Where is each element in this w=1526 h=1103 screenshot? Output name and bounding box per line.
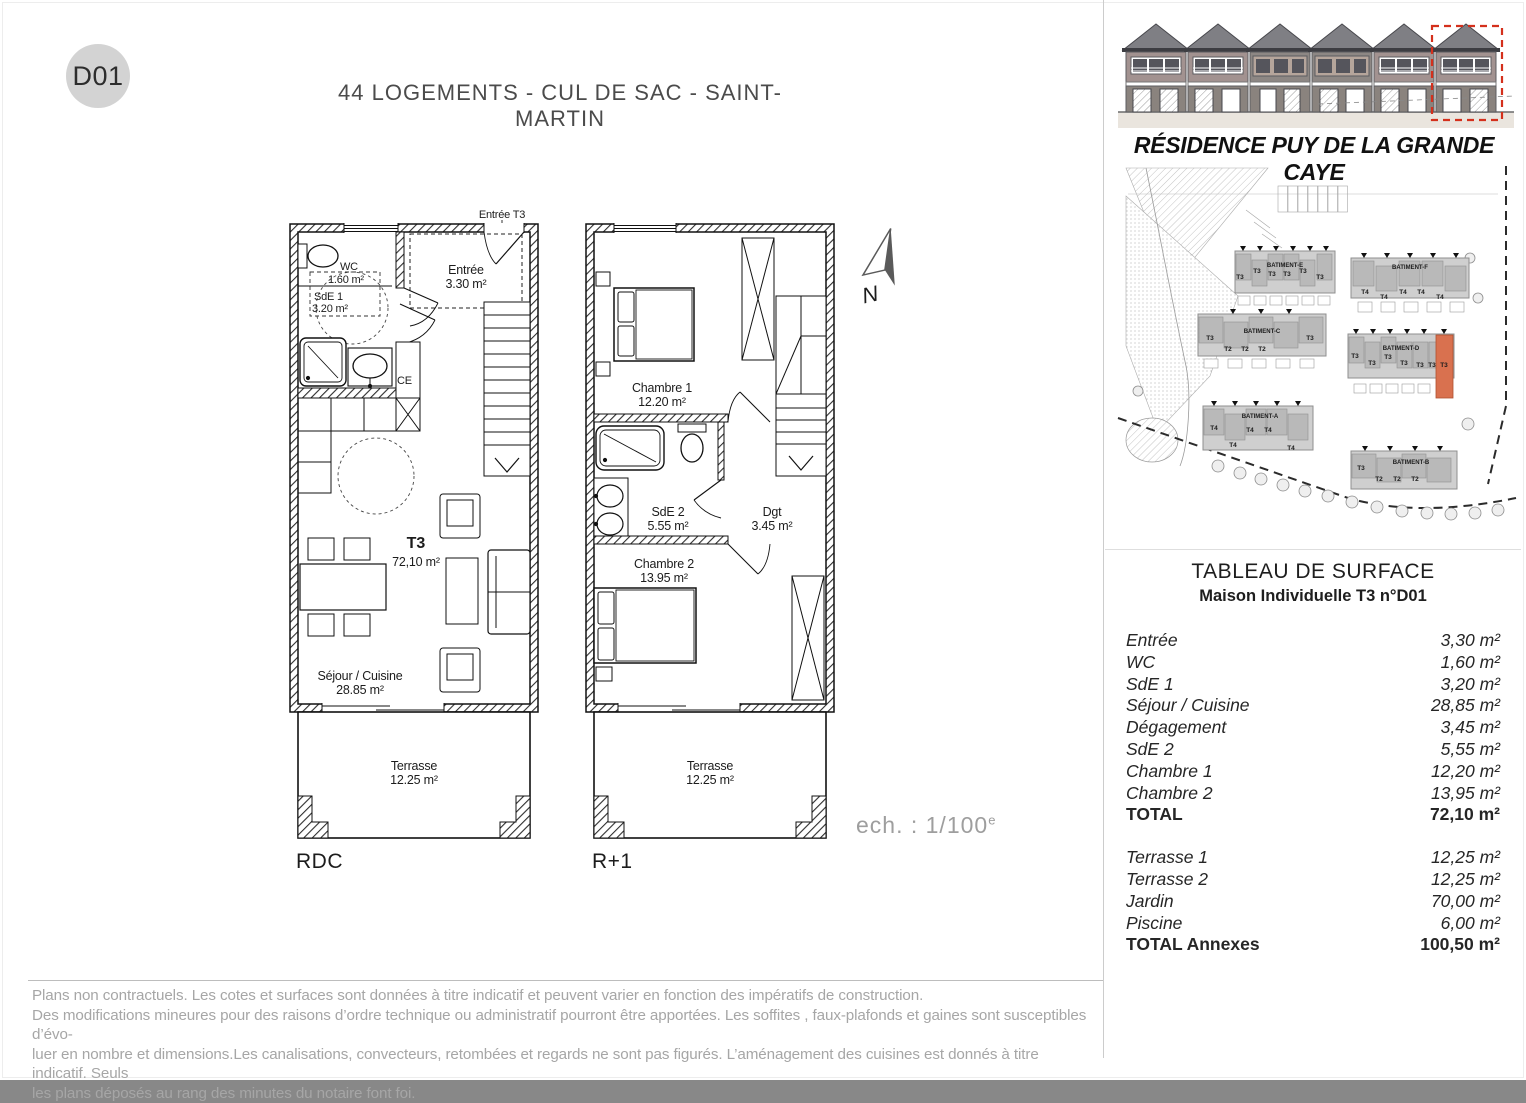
surface-rows <box>1126 630 1500 956</box>
svg-text:BATIMENT-C: BATIMENT-C <box>1244 329 1281 335</box>
rdc-terrasse-label: Terrasse <box>391 759 438 773</box>
site-batiment-b <box>1351 446 1457 489</box>
lot-badge <box>66 44 130 108</box>
rdc-terrace <box>298 712 530 838</box>
svg-text:T2: T2 <box>1241 346 1249 353</box>
site-highlighted-lot-label: T3 <box>1440 362 1448 369</box>
rdc-sde1-area: 3.20 m² <box>312 303 348 315</box>
floorplan-rdc <box>288 208 540 876</box>
residence-title: RÉSIDENCE PUY DE LA GRANDE CAYE <box>1108 132 1520 186</box>
rdc-sink-icon <box>348 348 392 388</box>
svg-text:T3: T3 <box>1206 335 1214 342</box>
r1-sde2-label: SdE 2 <box>651 505 684 519</box>
disclaimer-line: les plans déposés au rang des minutes du notaire font foi. <box>32 1084 1096 1103</box>
panel-divider <box>1103 0 1104 1058</box>
r1-partition1 <box>594 414 728 422</box>
svg-text:T2: T2 <box>1375 476 1383 483</box>
r1-chambre1-area: 12.20 m² <box>638 395 686 409</box>
r1-terrasse-area: 12.25 m² <box>686 773 734 787</box>
site-batiment-f <box>1351 253 1469 312</box>
rdc-sejour-area: 28.85 m² <box>336 683 384 697</box>
r1-wardrobe2-icon <box>792 576 824 700</box>
r1-top-window <box>614 223 676 233</box>
r1-chambre1-label: Chambre 1 <box>632 381 692 395</box>
table-row: Chambre 1 12,20 m² <box>1126 761 1500 783</box>
r1-floor-label: R+1 <box>592 850 633 873</box>
svg-text:T4: T4 <box>1287 445 1295 452</box>
svg-text:T4: T4 <box>1361 289 1369 296</box>
floorplan-r1 <box>584 208 836 876</box>
svg-text:BATIMENT-D: BATIMENT-D <box>1383 346 1420 352</box>
site-batiment-d <box>1348 329 1454 398</box>
r1-partition2 <box>594 536 728 544</box>
r1-bath-icon <box>596 426 664 470</box>
svg-text:BATIMENT-A: BATIMENT-A <box>1242 414 1279 420</box>
north-arrow <box>852 222 918 308</box>
r1-wardrobe1-icon <box>742 238 774 360</box>
r1-chambre2-area: 13.95 m² <box>640 571 688 585</box>
table-row: Chambre 2 13,95 m² <box>1126 783 1500 805</box>
site-batiment-c <box>1198 309 1326 368</box>
svg-text:BATIMENT-E: BATIMENT-E <box>1267 263 1303 269</box>
rdc-wc-label: WC <box>340 261 358 273</box>
north-label: N <box>860 281 881 309</box>
svg-text:T3: T3 <box>1268 271 1276 278</box>
r1-stairs <box>776 296 826 476</box>
rdc-toilet-icon <box>298 244 338 268</box>
svg-text:T4: T4 <box>1246 427 1254 434</box>
svg-text:T3: T3 <box>1351 353 1359 360</box>
rdc-shower-icon <box>300 338 346 386</box>
table-row: Entrée 3,30 m² <box>1126 630 1500 652</box>
table-annex-total-row: TOTAL Annexes 100,50 m² <box>1126 934 1500 956</box>
table-row: Piscine 6,00 m² <box>1126 913 1500 935</box>
svg-text:T4: T4 <box>1210 425 1218 432</box>
rdc-type-label: T3 <box>407 535 426 552</box>
scale-note: ech. : 1/100e <box>856 812 996 839</box>
rdc-entry-tag: Entrée T3 <box>479 209 525 221</box>
svg-text:T3: T3 <box>1400 360 1408 367</box>
lot-badge-label: D01 <box>72 61 123 92</box>
table-row: WC 1,60 m² <box>1126 652 1500 674</box>
footer-divider <box>28 980 1103 981</box>
rdc-entree-area: 3.30 m² <box>446 277 487 291</box>
rdc-ce-label: CE <box>397 375 412 387</box>
table-row: Terrasse 2 12,25 m² <box>1126 869 1500 891</box>
svg-text:T3: T3 <box>1357 465 1365 472</box>
r1-dgt-area: 3.45 m² <box>752 519 793 533</box>
r1-sde2-area: 5.55 m² <box>648 519 689 533</box>
rdc-terrasse-area: 12.25 m² <box>390 773 438 787</box>
svg-text:T4: T4 <box>1417 289 1425 296</box>
svg-text:T2: T2 <box>1411 476 1419 483</box>
r1-terrace <box>594 712 826 838</box>
elevation-ground <box>1118 112 1514 128</box>
disclaimer-line: luer en nombre et dimensions.Les canalisations, convecteurs, retombées et regards ne sont pas figurés. L’aménagement des cuisines est donnés à titre indicatif. Seuls <box>32 1045 1096 1084</box>
rdc-type-area: 72,10 m² <box>392 555 440 569</box>
rdc-floor-label: RDC <box>296 850 343 873</box>
rdc-stairs <box>484 302 530 476</box>
table-total-row: TOTAL 72,10 m² <box>1126 804 1500 826</box>
site-batiment-e <box>1235 246 1335 305</box>
rdc-wc-area: 1.60 m² <box>328 274 364 286</box>
svg-text:T3: T3 <box>1416 362 1424 369</box>
rdc-sejour-label: Séjour / Cuisine <box>317 669 402 683</box>
svg-text:T3: T3 <box>1299 268 1307 275</box>
svg-text:T3: T3 <box>1384 354 1392 361</box>
site-table-separator <box>1105 549 1521 550</box>
svg-text:BATIMENT-F: BATIMENT-F <box>1392 265 1428 271</box>
r1-double-sink-icon <box>594 478 628 542</box>
r1-terrasse-label: Terrasse <box>687 759 734 773</box>
rdc-partition <box>396 232 404 288</box>
table-row: SdE 1 3,20 m² <box>1126 674 1500 696</box>
svg-text:T4: T4 <box>1229 442 1237 449</box>
surface-table <box>1126 560 1500 956</box>
svg-text:T3: T3 <box>1306 335 1314 342</box>
svg-text:T3: T3 <box>1428 362 1436 369</box>
svg-text:T2: T2 <box>1224 346 1232 353</box>
site-batiment-a <box>1203 401 1313 452</box>
svg-text:T3: T3 <box>1253 268 1261 275</box>
r1-partition-dgt <box>718 422 724 480</box>
svg-text:T4: T4 <box>1436 294 1444 301</box>
svg-text:BATIMENT-B: BATIMENT-B <box>1393 460 1430 466</box>
svg-text:T3: T3 <box>1236 274 1244 281</box>
rdc-sde1-wall <box>298 388 396 398</box>
table-row: Dégagement 3,45 m² <box>1126 717 1500 739</box>
svg-text:T3: T3 <box>1368 360 1376 367</box>
disclaimer-line: Des modifications mineures pour des raisons d’ordre technique ou administratif pourront être apportées. Les soffites , faux-plafonds et gaines sont susceptibles d’évo- <box>32 1006 1096 1045</box>
disclaimer-line: Plans non contractuels. Les cotes et surfaces sont données à titre indicatif et peuvent varier en fonction des impératifs de construction. <box>32 986 1096 1006</box>
rdc-ce-closet <box>396 342 420 398</box>
rdc-sde1-label: SdE 1 <box>314 291 343 303</box>
surface-table-subtitle: Maison Individuelle T3 n°D01 <box>1126 587 1500 606</box>
rdc-entree-label: Entrée <box>448 263 484 277</box>
table-row: SdE 2 5,55 m² <box>1126 739 1500 761</box>
rdc-top-window <box>344 223 398 233</box>
table-row: Jardin 70,00 m² <box>1126 891 1500 913</box>
page-title: 44 LOGEMENTS - CUL DE SAC - SAINT-MARTIN <box>300 80 820 132</box>
svg-text:T3: T3 <box>1316 274 1324 281</box>
elevation-drawing <box>1118 16 1514 134</box>
table-row: Terrasse 1 12,25 m² <box>1126 847 1500 869</box>
svg-text:T3: T3 <box>1283 271 1291 278</box>
svg-text:T2: T2 <box>1258 346 1266 353</box>
site-plan <box>1118 166 1516 546</box>
elevation-units <box>1122 24 1514 112</box>
r1-chambre2-label: Chambre 2 <box>634 557 694 571</box>
r1-dgt-label: Dgt <box>763 505 783 519</box>
svg-text:T2: T2 <box>1393 476 1401 483</box>
svg-text:T4: T4 <box>1380 294 1388 301</box>
svg-text:T4: T4 <box>1264 427 1272 434</box>
svg-text:T4: T4 <box>1399 289 1407 296</box>
table-row: Séjour / Cuisine 28,85 m² <box>1126 695 1500 717</box>
disclaimer <box>32 986 1096 1103</box>
surface-table-title: TABLEAU DE SURFACE <box>1126 560 1500 584</box>
